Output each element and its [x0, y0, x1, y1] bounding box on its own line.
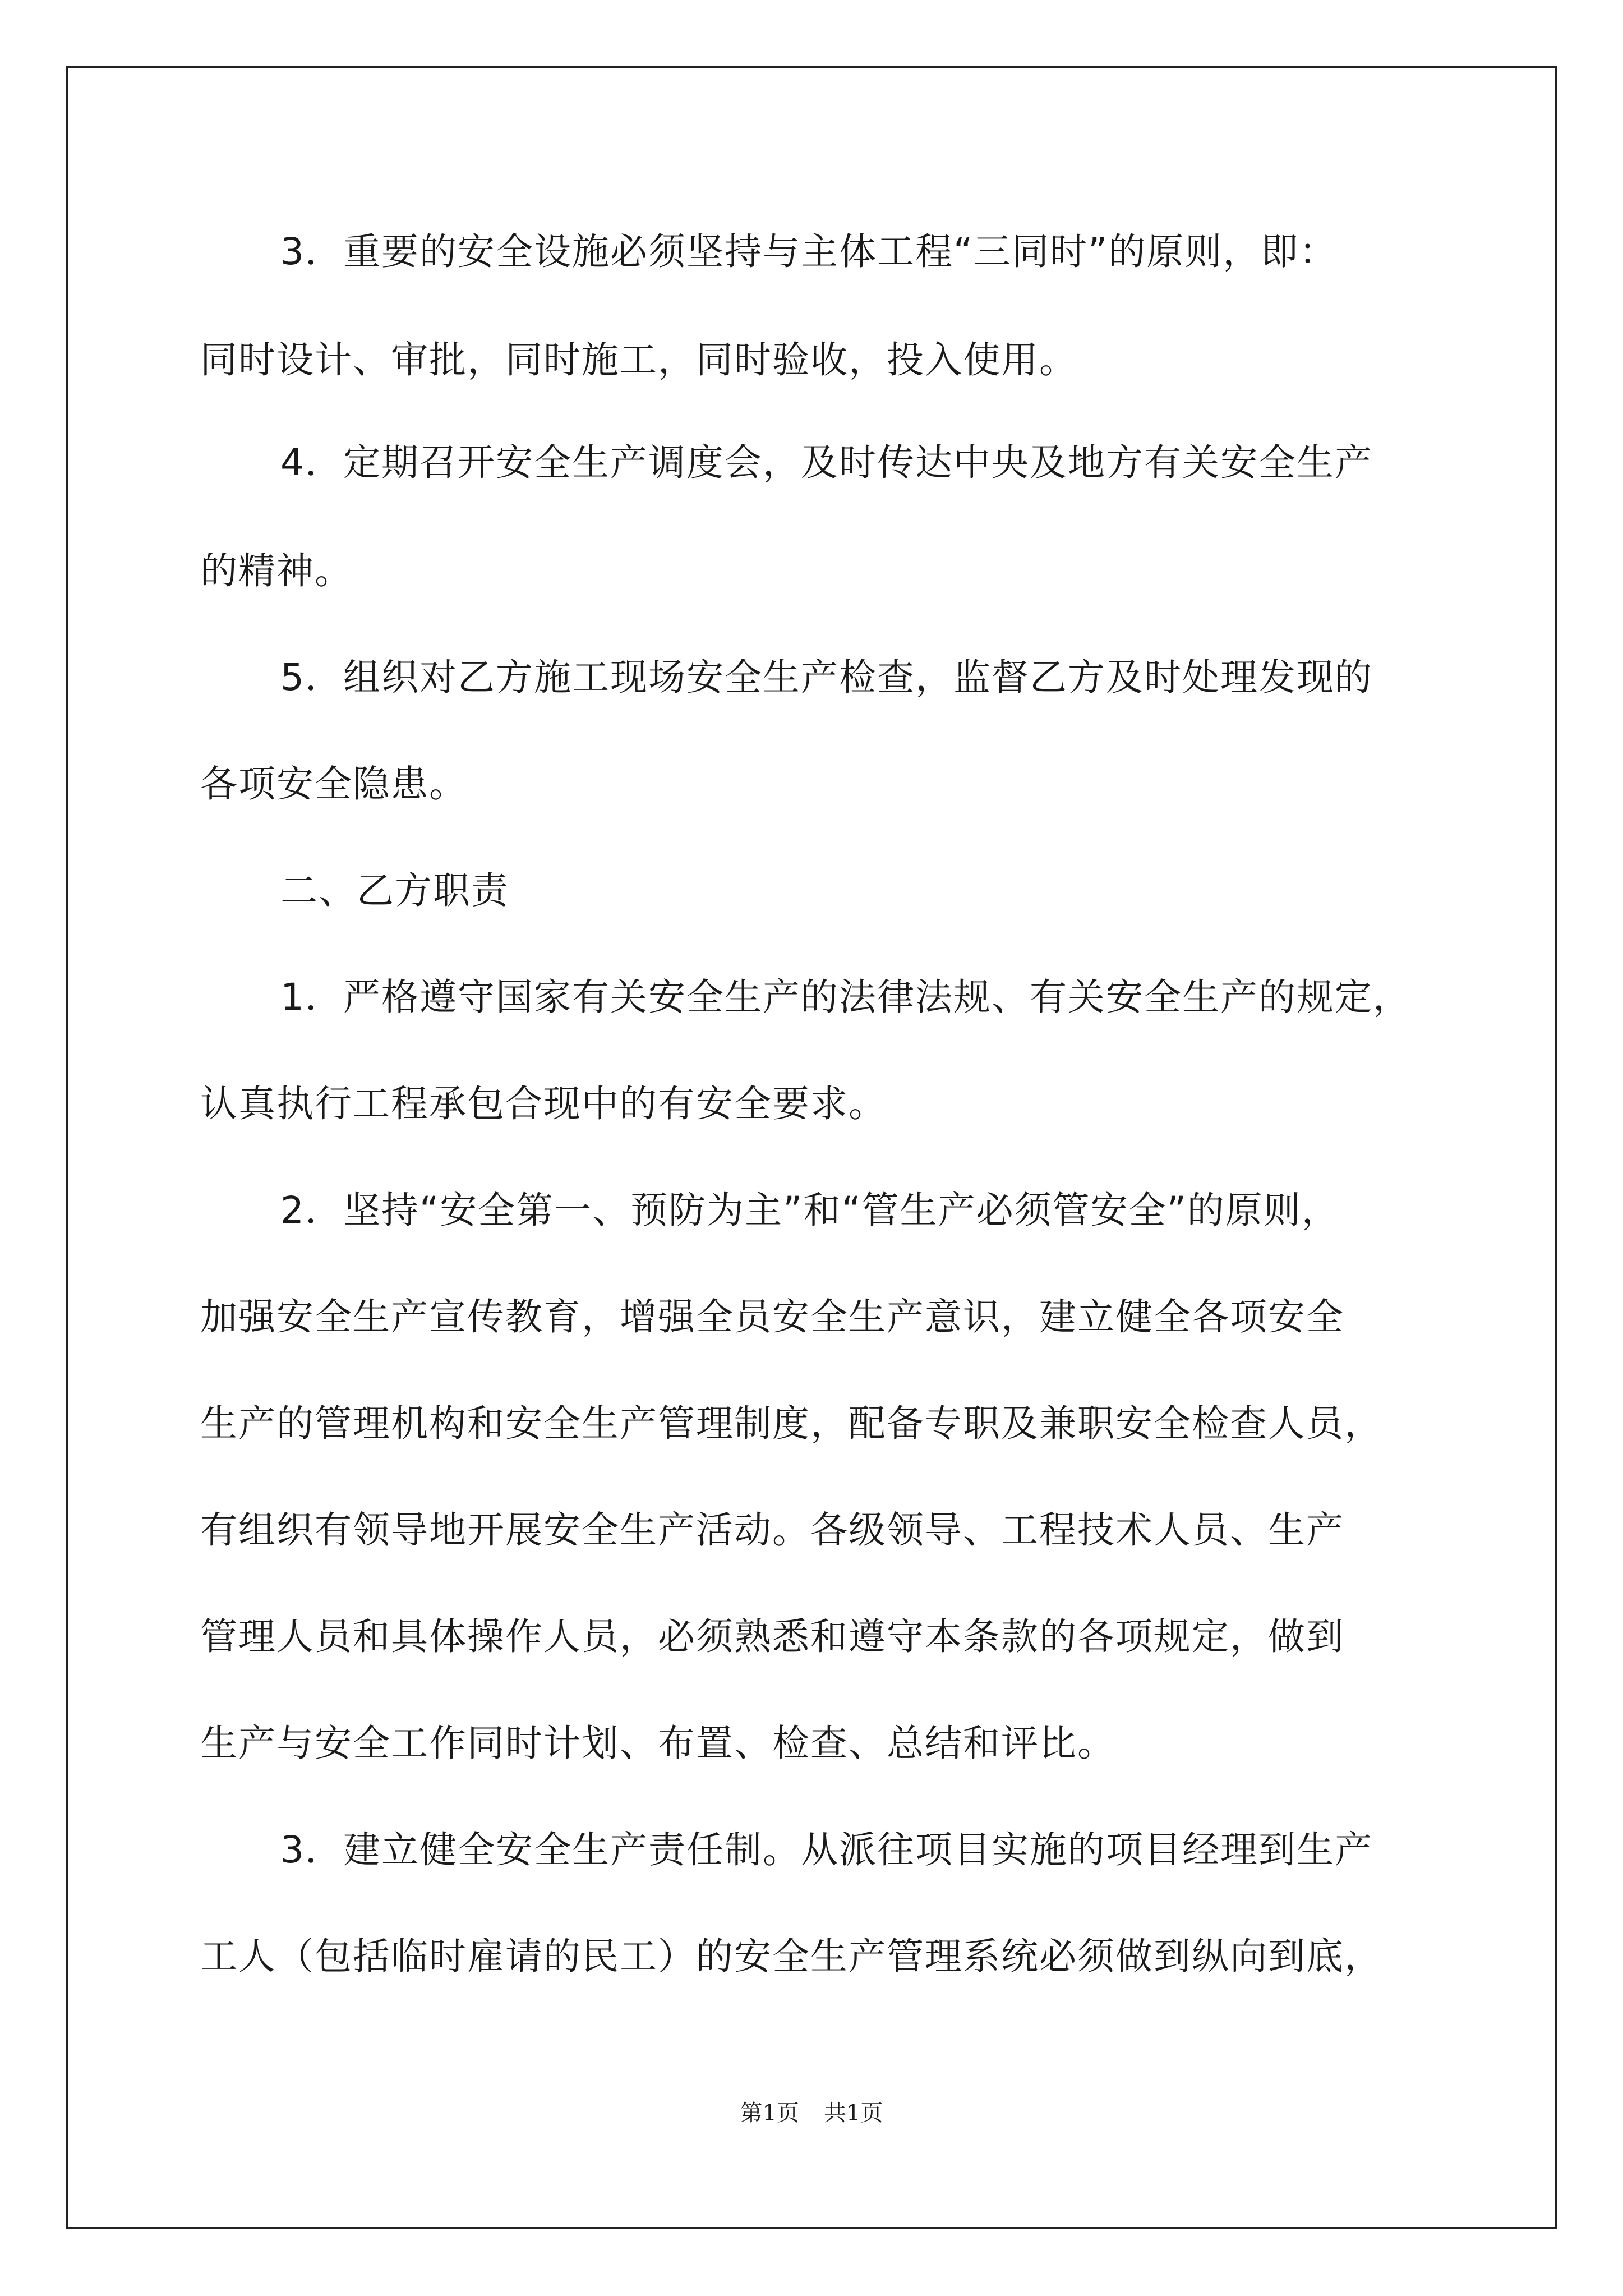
paragraph-line: 加强安全生产宣传教育，增强全员安全生产意识，建立健全各项安全 — [200, 1295, 1344, 1338]
paragraph-line: 同时设计、审批，同时施工，同时验收，投入使用。 — [200, 338, 1077, 381]
paragraph-line: 5．组织对乙方施工现场安全生产检查，监督乙方及时处理发现的 — [280, 656, 1373, 699]
page-footer — [0, 2099, 1623, 2127]
page-number-current: 第1页 — [740, 2100, 799, 2126]
paragraph-line: 3．重要的安全设施必须坚持与主体工程“三同时”的原则，即： — [280, 230, 1338, 273]
paragraph-line: 2．坚持“安全第一、预防为主”和“管生产必须管安全”的原则， — [280, 1189, 1340, 1232]
page-number-total: 共1页 — [824, 2100, 883, 2126]
page-frame — [66, 66, 1557, 2229]
section-heading: 二、乙方职责 — [280, 869, 509, 912]
paragraph-line: 认真执行工程承包合现中的有安全要求。 — [200, 1082, 887, 1125]
paragraph-line: 3．建立健全安全生产责任制。从派往项目实施的项目经理到生产 — [280, 1828, 1373, 1871]
paragraph-line: 管理人员和具体操作人员，必须熟悉和遵守本条款的各项规定，做到 — [200, 1615, 1344, 1658]
paragraph-line: 各项安全隐患。 — [200, 762, 467, 806]
paragraph-line: 的精神。 — [200, 549, 353, 592]
paragraph-line: 生产的管理机构和安全生产管理制度，配备专职及兼职安全检查人员， — [200, 1402, 1382, 1445]
paragraph-line: 1．严格遵守国家有关安全生产的法律法规、有关安全生产的规定， — [280, 976, 1411, 1019]
paragraph-line: 4．定期召开安全生产调度会，及时传达中央及地方有关安全生产 — [280, 441, 1373, 484]
paragraph-line: 有组织有领导地开展安全生产活动。各级领导、工程技术人员、生产 — [200, 1508, 1344, 1552]
paragraph-line: 生产与安全工作同时计划、布置、检查、总结和评比。 — [200, 1722, 1115, 1765]
paragraph-line: 工人（包括临时雇请的民工）的安全生产管理系统必须做到纵向到底， — [200, 1935, 1382, 1978]
